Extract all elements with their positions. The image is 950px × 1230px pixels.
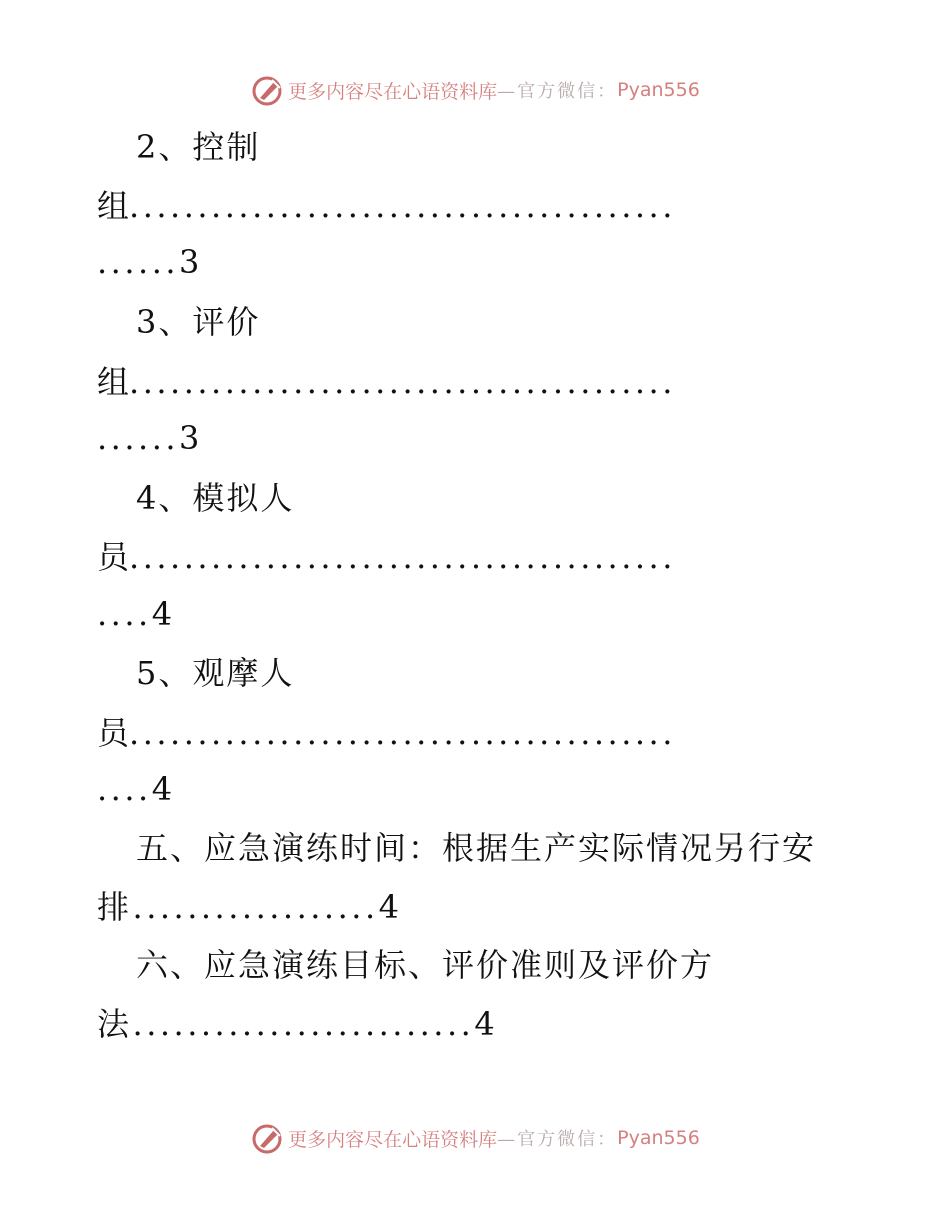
brand-name: 更多内容尽在心语资料库 [288,1128,498,1151]
toc-dots: ........................................ [129,538,676,576]
toc-word: 排 [97,888,133,926]
pen-nib-logo-icon [250,72,286,108]
brand-wechat: Pyan556 [617,1127,700,1149]
toc-leader-control-group [97,186,843,226]
footer-watermark [0,1118,950,1158]
toc-dots: .................. [132,888,379,926]
toc-dots: ........................................ [129,363,676,401]
toc-word: 员 [97,714,130,752]
toc-dots: ........................................ [129,187,676,225]
toc-heading-observer-staff: 5、观摩人 [136,654,295,692]
toc-word: 员 [97,538,130,576]
toc-dots: .... [97,595,152,633]
toc-continuation [97,242,199,282]
toc-leader-drill-goals [97,1004,495,1044]
brand-wechat: Pyan556 [617,79,700,101]
toc-word: 组 [97,187,130,225]
toc-continuation [97,769,172,809]
toc-page-number: 4 [474,1005,495,1043]
toc-continuation [97,594,172,634]
brand-dash: —官方微信： [497,81,618,102]
pen-nib-logo-icon [250,1120,286,1156]
toc-page-number: 3 [179,243,200,281]
toc-word: 法 [97,1005,133,1043]
toc-continuation [97,418,199,458]
toc-dots: ...... [97,419,180,457]
brand-dash: —官方微信： [497,1129,618,1150]
toc-heading-evaluation-group: 3、评价 [136,303,261,341]
toc-leader-drill-time [97,887,399,927]
brand-name: 更多内容尽在心语资料库 [288,80,498,103]
toc-word: 组 [97,363,130,401]
toc-leader-observer-staff [97,713,843,753]
header-watermark [0,70,950,110]
toc-page-number: 4 [151,770,173,808]
toc-heading-control-group: 2、控制 [136,128,261,166]
toc-page-number: 4 [378,888,399,926]
toc-heading-drill-goals: 六、应急演练目标、评价准则及评价方 [136,946,715,984]
toc-heading-drill-time: 五、应急演练时间：根据生产实际情况另行安 [136,829,817,867]
toc-page-number: 4 [151,595,173,633]
toc-heading-simulation-staff: 4、模拟人 [136,479,295,517]
toc-dots: ...... [97,243,180,281]
toc-leader-simulation-staff [97,537,843,577]
toc-dots: ......................... [132,1005,475,1043]
toc-page-number: 3 [179,419,200,457]
toc-dots: ........................................ [129,714,676,752]
toc-dots: .... [97,770,152,808]
toc-leader-evaluation-group [97,362,843,402]
